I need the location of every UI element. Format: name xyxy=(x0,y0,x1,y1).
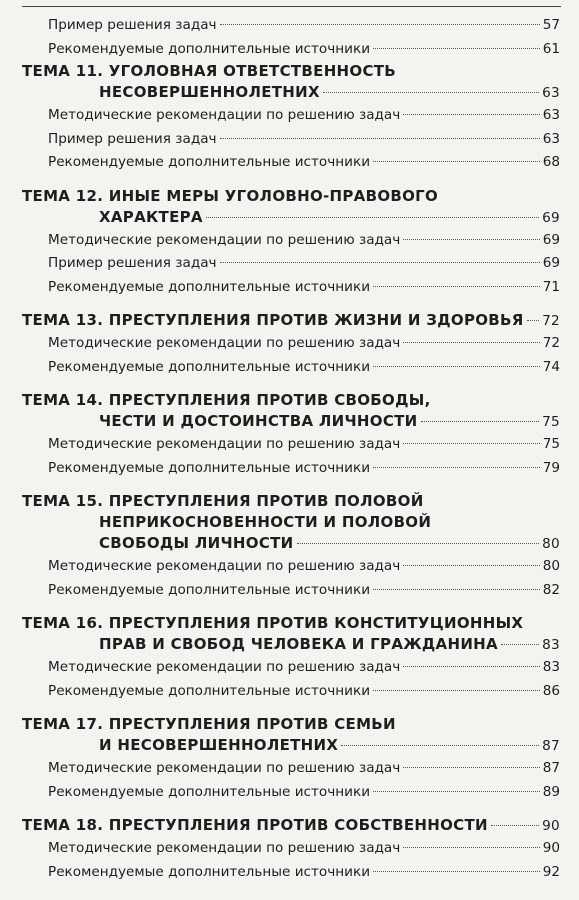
section-title-line: ПРАВ И СВОБОД ЧЕЛОВЕКА И ГРАЖДАНИНА xyxy=(99,635,498,653)
toc-section xyxy=(22,491,560,602)
toc-entry[interactable] xyxy=(22,680,560,704)
toc-section-heading[interactable] xyxy=(22,491,560,555)
section-page: 72 xyxy=(542,313,560,329)
toc-entry[interactable] xyxy=(22,757,560,781)
section-title-line: ТЕМА 11. УГОЛОВНАЯ ОТВЕТСТВЕННОСТЬ xyxy=(22,62,397,80)
toc-entry[interactable] xyxy=(22,356,560,380)
dot-leader xyxy=(403,767,539,768)
section-page: 63 xyxy=(542,85,560,101)
toc-section-heading[interactable] xyxy=(22,613,560,656)
toc-entry-page: 90 xyxy=(542,840,560,856)
toc-entry[interactable] xyxy=(22,229,560,253)
toc-entry-page: 74 xyxy=(542,358,560,375)
toc-entry-page: 69 xyxy=(542,231,560,248)
toc-entry[interactable] xyxy=(22,861,560,885)
toc-entry-page: 57 xyxy=(542,17,560,33)
toc-top-entries xyxy=(22,14,560,61)
section-title-line: СВОБОДЫ ЛИЧНОСТИ xyxy=(99,534,294,552)
toc-section-heading[interactable] xyxy=(22,61,560,104)
toc-entry-label: Рекомендуемые дополнительные источники xyxy=(48,278,371,295)
table-of-contents xyxy=(22,14,560,884)
dot-leader xyxy=(403,342,539,343)
dot-leader xyxy=(501,644,539,645)
dot-leader xyxy=(220,138,540,139)
toc-entry-page: 63 xyxy=(542,107,560,123)
toc-section xyxy=(22,714,560,804)
toc-entry-label: Методические рекомендации по решению задач xyxy=(48,659,401,675)
section-title-line: ТЕМА 15. ПРЕСТУПЛЕНИЯ ПРОТИВ ПОЛОВОЙ xyxy=(22,492,424,510)
section-title-line: ТЕМА 14. ПРЕСТУПЛЕНИЯ ПРОТИВ СВОБОДЫ, xyxy=(22,391,431,409)
dot-leader xyxy=(297,543,540,544)
toc-entry-page: 82 xyxy=(542,581,560,598)
dot-leader xyxy=(373,161,540,162)
dot-leader xyxy=(373,871,540,872)
dot-leader xyxy=(421,421,540,422)
toc-section xyxy=(22,815,560,884)
section-title-line: ХАРАКТЕРА xyxy=(99,207,203,226)
toc-entry[interactable] xyxy=(22,781,560,805)
toc-section xyxy=(22,310,560,379)
toc-entry-page: 89 xyxy=(542,783,560,800)
dot-leader xyxy=(220,24,540,25)
toc-section-heading[interactable] xyxy=(22,815,560,837)
dot-leader xyxy=(373,467,540,468)
toc-entry-page: 79 xyxy=(542,459,560,476)
toc-entry-label: Пример решения задач xyxy=(48,130,217,147)
dot-leader xyxy=(403,847,539,848)
toc-entry-page: 75 xyxy=(542,436,560,452)
top-rule xyxy=(22,6,561,7)
toc-entry-label: Рекомендуемые дополнительные источники xyxy=(48,863,371,880)
toc-entry-label: Рекомендуемые дополнительные источники xyxy=(48,783,371,800)
section-title-line: НЕСОВЕРШЕННОЛЕТНИХ xyxy=(99,83,320,101)
toc-entry[interactable] xyxy=(22,579,560,603)
dot-leader xyxy=(403,666,539,667)
section-title-line: ТЕМА 13. ПРЕСТУПЛЕНИЯ ПРОТИВ ЖИЗНИ И ЗДОРОВЬЯ xyxy=(22,311,524,329)
section-page: 80 xyxy=(542,536,560,552)
toc-entry-page: 92 xyxy=(542,863,560,880)
toc-entry-label: Методические рекомендации по решению задач xyxy=(48,840,401,856)
dot-leader xyxy=(403,443,539,444)
toc-entry-page: 61 xyxy=(542,40,560,57)
toc-entry-page: 71 xyxy=(542,278,560,295)
toc-entry-label: Методические рекомендации по решению задач xyxy=(48,760,401,776)
dot-leader xyxy=(373,366,540,367)
toc-entry-label: Методические рекомендации по решению задач xyxy=(48,231,401,248)
toc-entry[interactable] xyxy=(22,332,560,356)
toc-entry-label: Пример решения задач xyxy=(48,17,217,33)
section-title-line: ЧЕСТИ И ДОСТОИНСТВА ЛИЧНОСТИ xyxy=(99,412,418,430)
dot-leader xyxy=(323,92,539,93)
toc-entry-page: 69 xyxy=(542,255,560,271)
dot-leader xyxy=(373,690,540,691)
toc-entry[interactable] xyxy=(22,837,560,861)
toc-section-heading[interactable] xyxy=(22,390,560,433)
section-page: 83 xyxy=(542,637,560,653)
toc-entry[interactable] xyxy=(22,433,560,457)
section-page: 75 xyxy=(542,414,560,430)
toc-section-heading[interactable] xyxy=(22,310,560,332)
toc-entry[interactable] xyxy=(22,457,560,481)
toc-entry[interactable] xyxy=(22,252,560,276)
section-title-line: ТЕМА 18. ПРЕСТУПЛЕНИЯ ПРОТИВ СОБСТВЕННОСТИ xyxy=(22,816,488,834)
toc-entry-page: 86 xyxy=(542,682,560,699)
dot-leader xyxy=(403,565,539,566)
toc-section xyxy=(22,613,560,703)
dot-leader xyxy=(491,825,539,826)
toc-entry-label: Пример решения задач xyxy=(48,255,217,271)
dot-leader xyxy=(403,114,539,115)
dot-leader xyxy=(220,262,540,263)
toc-section xyxy=(22,61,560,175)
section-title-line: ТЕМА 17. ПРЕСТУПЛЕНИЯ ПРОТИВ СЕМЬИ xyxy=(22,715,396,733)
toc-entry-label: Рекомендуемые дополнительные источники xyxy=(48,40,371,57)
toc-entry-page: 72 xyxy=(542,335,560,351)
section-page: 69 xyxy=(542,209,560,226)
toc-entry-page: 87 xyxy=(542,760,560,776)
toc-section-heading[interactable] xyxy=(22,714,560,757)
section-page: 87 xyxy=(542,738,560,754)
toc-entry-label: Рекомендуемые дополнительные источники xyxy=(48,581,371,598)
toc-entry[interactable] xyxy=(22,276,560,300)
toc-entry-page: 80 xyxy=(542,558,560,574)
toc-entry-label: Рекомендуемые дополнительные источники xyxy=(48,682,371,699)
toc-entry[interactable] xyxy=(22,151,560,175)
dot-leader xyxy=(373,48,540,49)
toc-entry-label: Рекомендуемые дополнительные источники xyxy=(48,358,371,375)
toc-entry-label: Методические рекомендации по решению задач xyxy=(48,107,401,123)
toc-entry[interactable] xyxy=(22,14,560,38)
toc-section xyxy=(22,186,560,300)
toc-entry-label: Методические рекомендации по решению задач xyxy=(48,436,401,452)
section-title-line: НЕПРИКОСНОВЕННОСТИ И ПОЛОВОЙ xyxy=(99,513,432,531)
toc-entry-label: Методические рекомендации по решению задач xyxy=(48,558,401,574)
dot-leader xyxy=(373,589,540,590)
dot-leader xyxy=(373,791,540,792)
toc-entry[interactable] xyxy=(22,104,560,128)
toc-entry[interactable] xyxy=(22,38,560,62)
toc-entry-page: 63 xyxy=(542,130,560,147)
dot-leader xyxy=(527,320,539,321)
toc-entry-page: 83 xyxy=(542,659,560,675)
toc-entry-label: Методические рекомендации по решению задач xyxy=(48,335,401,351)
toc-entry-page: 68 xyxy=(542,154,560,170)
dot-leader xyxy=(206,217,539,218)
toc-entry-label: Рекомендуемые дополнительные источники xyxy=(48,459,371,476)
toc-entry-label: Рекомендуемые дополнительные источники xyxy=(48,154,371,170)
dot-leader xyxy=(403,239,539,240)
section-page: 90 xyxy=(542,818,560,834)
toc-entry[interactable] xyxy=(22,128,560,152)
dot-leader xyxy=(373,286,540,287)
toc-section xyxy=(22,390,560,480)
toc-section-heading[interactable] xyxy=(22,186,560,229)
section-title-line: ТЕМА 12. ИНЫЕ МЕРЫ УГОЛОВНО-ПРАВОВОГО xyxy=(22,186,439,205)
section-title-line: ТЕМА 16. ПРЕСТУПЛЕНИЯ ПРОТИВ КОНСТИТУЦИОННЫХ xyxy=(22,614,524,632)
toc-entry[interactable] xyxy=(22,555,560,579)
section-title-line: И НЕСОВЕРШЕННОЛЕТНИХ xyxy=(99,736,339,754)
dot-leader xyxy=(341,745,539,746)
toc-entry[interactable] xyxy=(22,656,560,680)
toc-sections xyxy=(22,61,560,884)
